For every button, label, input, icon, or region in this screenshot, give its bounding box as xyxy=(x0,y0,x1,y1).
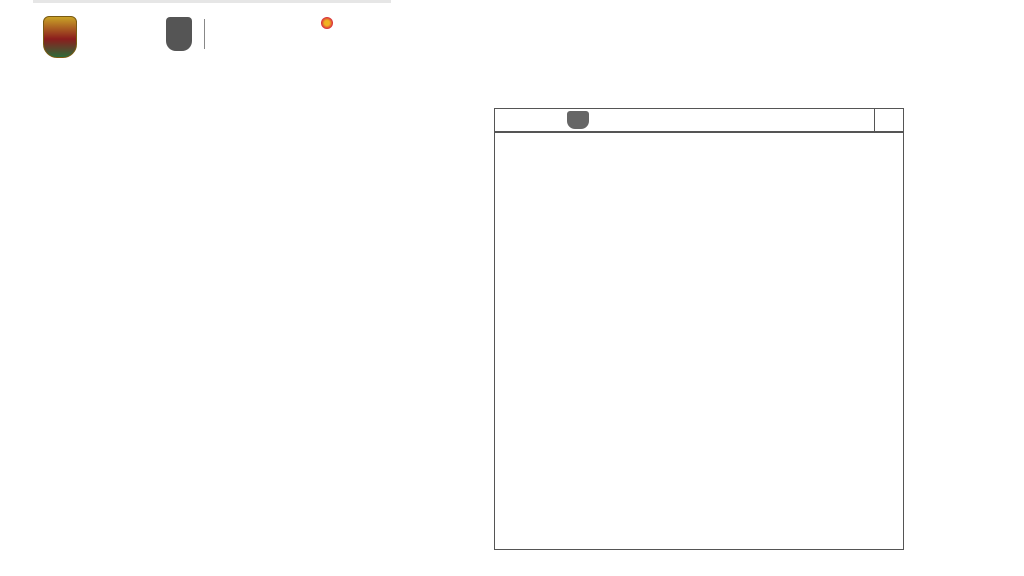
eagle-seal-icon xyxy=(166,17,192,51)
clinical-record-form-image xyxy=(494,108,904,550)
flower-icon xyxy=(321,17,333,29)
logo-divider xyxy=(204,19,205,49)
form-header xyxy=(495,109,903,132)
form-seal-icon xyxy=(567,111,589,129)
veracruz-coat-of-arms-icon xyxy=(43,16,77,58)
header-logo-bar xyxy=(33,0,391,71)
veracruz-government-logo xyxy=(43,15,82,59)
form-header-cells xyxy=(874,109,903,131)
veracruz-brand-logo xyxy=(323,15,387,17)
ss-sesver-logo xyxy=(166,17,217,51)
vigilancia-heading xyxy=(495,132,903,133)
